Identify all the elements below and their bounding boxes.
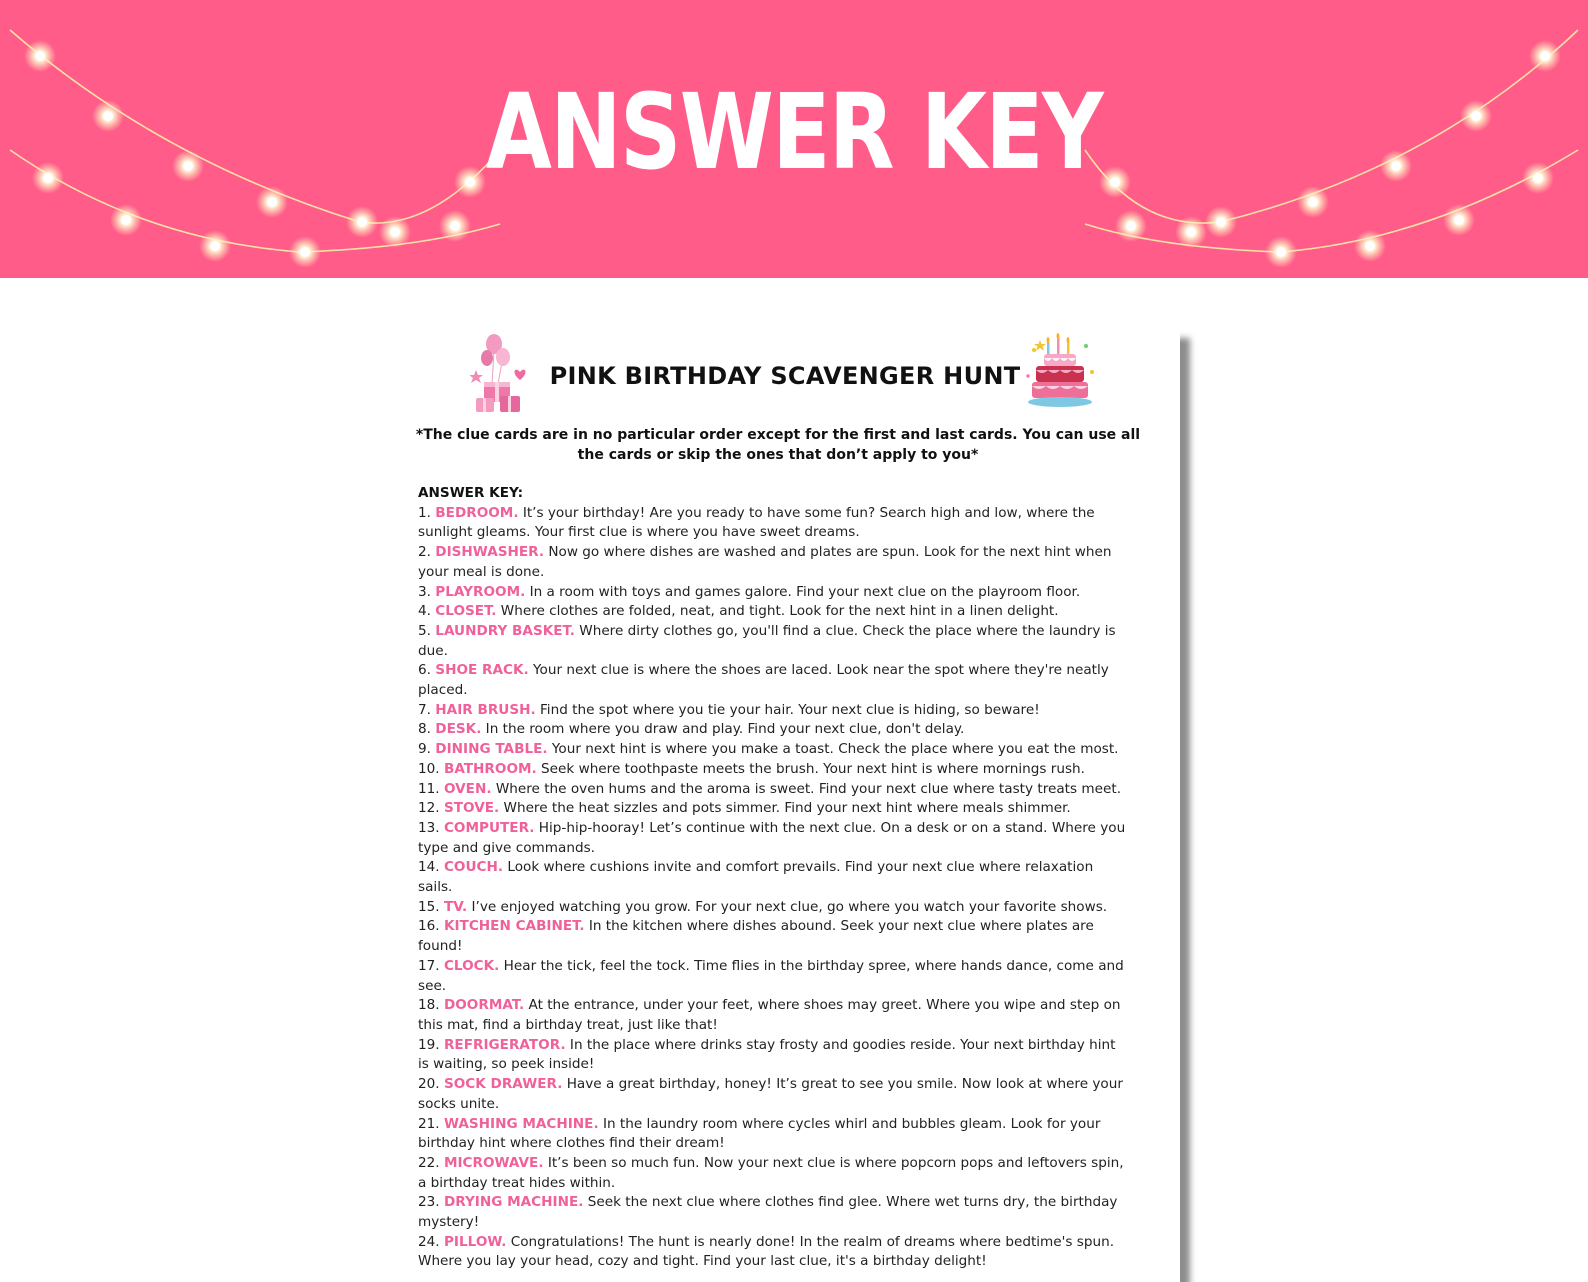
item-clue: At the entrance, under your feet, where shoes may greet. Where you wipe and step on this mat, find a birthday treat, just like that! — [418, 997, 1121, 1033]
item-clue: Look where cushions invite and comfort prevails. Find your next clue where relaxation sails. — [418, 859, 1094, 896]
item-clue: Have a great birthday, honey! It’s great to see you smile. Now look at where your socks unite. — [418, 1076, 1123, 1112]
birthday-cake-icon — [1020, 332, 1100, 410]
item-number: 22. — [418, 1154, 444, 1171]
page-header — [470, 332, 1100, 422]
answer-item — [418, 780, 1130, 800]
item-number: 1. — [418, 504, 436, 521]
item-number: 5. — [418, 622, 436, 639]
item-number: 11. — [418, 780, 444, 797]
item-clue: In a room with toys and games galore. Find your next clue on the playroom floor. — [525, 583, 1081, 600]
item-answer: CLOSET. — [435, 603, 497, 620]
item-clue: Where dirty clothes go, you'll find a clue. Check the place where the laundry is due. — [418, 622, 1116, 659]
item-answer: BATHROOM. — [443, 760, 537, 777]
item-answer: WASHING MACHINE. — [443, 1115, 599, 1132]
item-answer: KITCHEN CABINET. — [443, 918, 585, 935]
item-clue: Where clothes are folded, neat, and tight. Look for the next hint in a linen delight. — [496, 603, 1059, 620]
item-clue: Seek the next clue where clothes find glee. Where wet turns dry, the birthday mystery! — [418, 1194, 1118, 1231]
answer-item — [418, 583, 1130, 603]
item-number: 14. — [418, 859, 444, 876]
item-answer: STOVE. — [443, 800, 500, 817]
answer-item — [418, 957, 1130, 996]
item-clue: It’s been so much fun. Now your next clue is where popcorn pops and leftovers spin, a birthday treat hides within. — [418, 1154, 1124, 1191]
item-clue: I’ve enjoyed watching you grow. For your next clue, go where you watch your favorite shows. — [467, 898, 1108, 915]
item-number: 23. — [418, 1194, 444, 1211]
item-clue: It’s your birthday! Are you ready to have some fun? Search high and low, where the sunlight gleams. Your first clue is where you have sweet dreams. — [418, 504, 1095, 541]
item-answer: REFRIGERATOR. — [443, 1036, 566, 1053]
item-number: 7. — [418, 701, 436, 718]
item-number: 8. — [418, 721, 436, 738]
item-number: 16. — [418, 918, 444, 935]
item-clue: Hear the tick, feel the tock. Time flies in the birthday spree, where hands dance, come and see. — [418, 957, 1124, 994]
item-answer: SOCK DRAWER. — [443, 1076, 563, 1093]
item-clue: Your next clue is where the shoes are laced. Look near the spot where they're neatly placed. — [418, 662, 1109, 699]
item-number: 4. — [418, 603, 436, 620]
item-answer: CLOCK. — [443, 957, 500, 974]
item-answer: LAUNDRY BASKET. — [435, 622, 575, 639]
item-number: 17. — [418, 957, 444, 974]
answer-item — [418, 602, 1130, 622]
item-answer: DINING TABLE. — [435, 741, 548, 758]
answer-items — [418, 504, 1130, 1272]
page-title: PINK BIRTHDAY SCAVENGER HUNT — [549, 362, 1021, 390]
item-number: 6. — [418, 662, 436, 679]
answer-item — [418, 898, 1130, 918]
instructions-note: *The clue cards are in no particular order except for the first and last cards. You can use all the cards or skip the ones that don’t apply to you* — [415, 427, 1141, 463]
item-clue: Hip-hip-hooray! Let’s continue with the next clue. On a desk or on a stand. Where you type and give commands. — [418, 819, 1126, 856]
answer-item — [418, 917, 1130, 956]
answer-item — [418, 1036, 1130, 1075]
answer-key-heading: ANSWER KEY: — [418, 485, 524, 501]
item-answer: DRYING MACHINE. — [443, 1194, 584, 1211]
item-clue: Where the heat sizzles and pots simmer. Find your next hint where meals shimmer. — [499, 800, 1071, 817]
item-number: 13. — [418, 819, 444, 836]
item-answer: COUCH. — [443, 859, 504, 876]
answer-item — [418, 1233, 1130, 1272]
item-answer: COMPUTER. — [443, 819, 535, 836]
answer-item — [418, 622, 1130, 661]
item-answer: HAIR BRUSH. — [435, 701, 536, 718]
item-clue: In the room where you draw and play. Find your next clue, don't delay. — [481, 721, 965, 738]
item-answer: PILLOW. — [443, 1233, 507, 1250]
item-answer: MICROWAVE. — [443, 1154, 544, 1171]
item-number: 24. — [418, 1233, 444, 1250]
item-number: 18. — [418, 997, 444, 1014]
item-answer: DISHWASHER. — [435, 544, 545, 561]
item-clue: Seek where toothpaste meets the brush. Your next hint is where mornings rush. — [536, 760, 1085, 777]
answer-item — [418, 996, 1130, 1035]
item-number: 21. — [418, 1115, 444, 1132]
item-number: 2. — [418, 544, 436, 561]
answer-item — [418, 720, 1130, 740]
answer-item — [418, 661, 1130, 700]
answer-item — [418, 1075, 1130, 1114]
answer-item — [418, 819, 1130, 858]
item-answer: BEDROOM. — [435, 504, 519, 521]
item-clue: Now go where dishes are washed and plates are spun. Look for the next hint when your meal is done. — [418, 544, 1112, 580]
answer-item — [418, 543, 1130, 582]
item-number: 3. — [418, 583, 436, 600]
item-clue: Your next hint is where you make a toast. Check the place where you eat the most. — [547, 741, 1119, 758]
item-answer: DOORMAT. — [443, 997, 525, 1014]
item-clue: In the laundry room where cycles whirl and bubbles gleam. Look for your birthday hint where clothes find their dream! — [418, 1115, 1101, 1152]
answer-item — [418, 1154, 1130, 1193]
item-clue: In the place where drinks stay frosty and goodies reside. Your next birthday hint is waiting, so peek inside! — [418, 1036, 1116, 1073]
answer-key-page — [410, 332, 1180, 1282]
item-clue: Find the spot where you tie your hair. Your next clue is hiding, so beware! — [535, 701, 1040, 718]
item-clue: Congratulations! The hunt is nearly done! In the realm of dreams where bedtime's spun. Where you lay your head, cozy and tight. Find your last clue, it's a birthday delight! — [418, 1233, 1115, 1270]
answer-item — [418, 740, 1130, 760]
answer-item — [418, 504, 1130, 543]
item-number: 9. — [418, 741, 436, 758]
banner-title: ANSWER KEY — [485, 71, 1103, 193]
item-number: 12. — [418, 800, 444, 817]
answer-item — [418, 858, 1130, 897]
item-clue: Where the oven hums and the aroma is sweet. Find your next clue where tasty treats meet. — [491, 780, 1122, 797]
item-answer: DESK. — [435, 721, 482, 738]
item-answer: TV. — [443, 898, 468, 915]
answer-item — [418, 1115, 1130, 1154]
answer-key-list — [418, 484, 1130, 1272]
item-answer: OVEN. — [443, 780, 492, 797]
answer-item — [418, 701, 1130, 721]
item-clue: In the kitchen where dishes abound. Seek your next clue where plates are found! — [418, 918, 1094, 955]
answer-item — [418, 760, 1130, 780]
item-number: 20. — [418, 1076, 444, 1093]
item-answer: PLAYROOM. — [435, 583, 526, 600]
answer-item — [418, 799, 1130, 819]
header-banner — [0, 0, 1588, 278]
answer-item — [418, 1193, 1130, 1232]
item-number: 19. — [418, 1036, 444, 1053]
balloons-and-gifts-icon — [470, 332, 532, 416]
item-answer: SHOE RACK. — [435, 662, 529, 679]
item-number: 15. — [418, 898, 444, 915]
item-number: 10. — [418, 760, 444, 777]
